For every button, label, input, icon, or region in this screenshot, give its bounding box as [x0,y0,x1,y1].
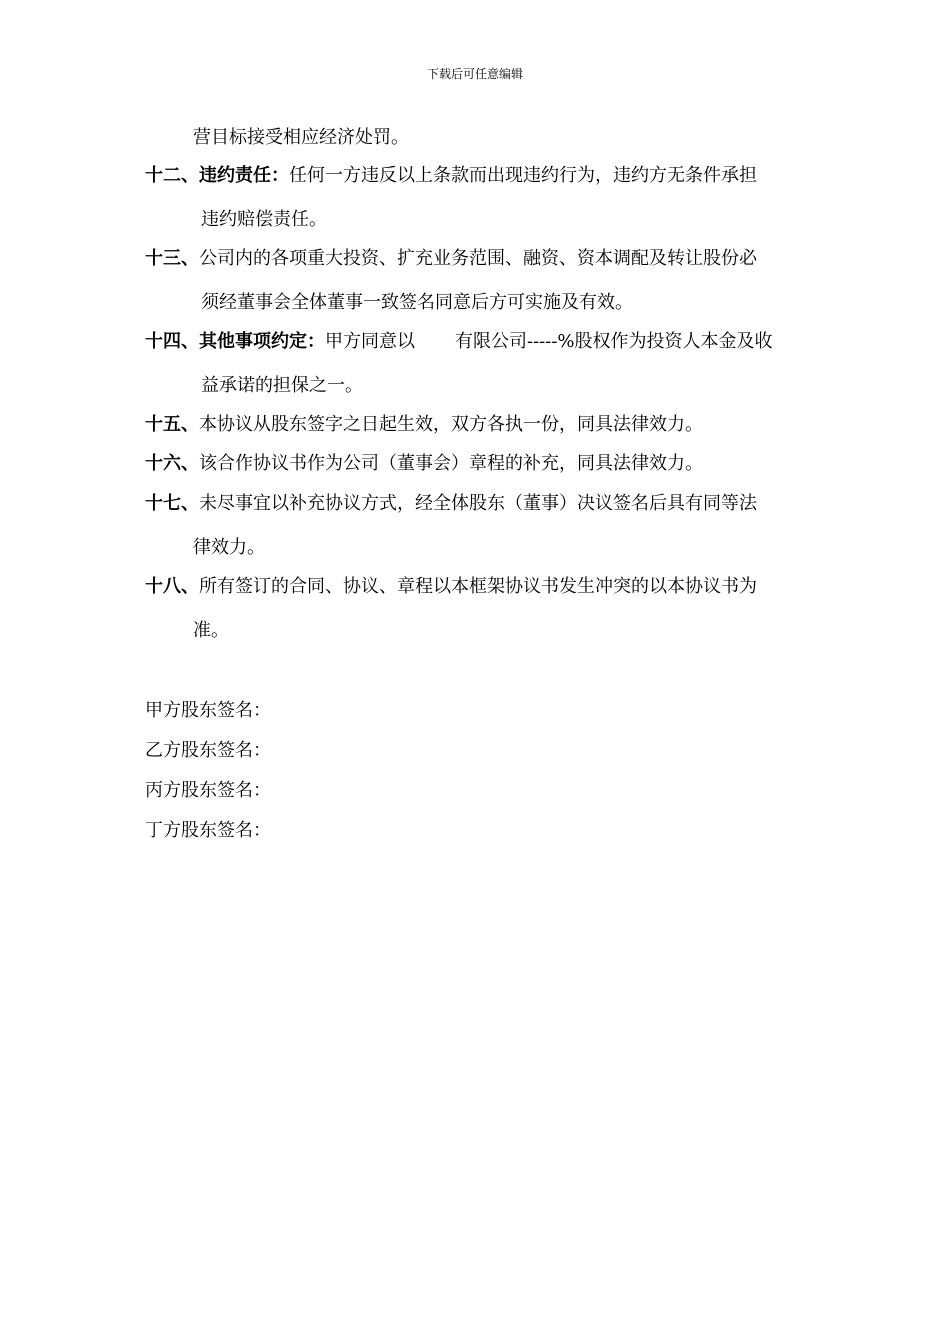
clause-12-number: 十二、 [145,165,199,186]
clause-18-number: 十八、 [145,576,199,597]
clause-14-text-a: 甲方同意以 [325,331,415,352]
clause-16-text: 该合作协议书作为公司（董事会）章程的补充，同具法律效力。 [199,453,703,474]
clause-18-line-1 [145,575,757,599]
clause-14-line-2: 益承诺的担保之一。 [201,375,363,396]
clause-12-line-2: 违约赔偿责任。 [201,209,327,230]
clause-14-text-b: 有限公司-----%股权作为投资人本金及收 [455,331,773,352]
clause-17-line-2: 律效力。 [193,537,265,558]
clause-13-number: 十三、 [145,248,199,269]
clause-12-line-1 [145,164,757,188]
clause-14-number: 十四、 [145,331,199,352]
clause-14-title: 其他事项约定： [199,331,325,352]
signature-party-d: 丁方股东签名： [145,820,271,841]
clause-17-text: 未尽事宜以补充协议方式，经全体股东（董事）决议签名后具有同等法 [199,493,757,514]
clause-13-line-1 [145,247,757,271]
signature-party-b: 乙方股东签名： [145,740,271,761]
clause-12-text: 任何一方违反以上条款而出现违约行为，违约方无条件承担 [289,165,757,186]
signature-party-a: 甲方股东签名： [145,700,271,721]
clause-15-line-1 [145,413,703,437]
clause-14-line-1 [145,330,773,354]
clause-13-line-2: 须经董事会全体董事一致签名同意后方可实施及有效。 [201,292,633,313]
clause-13-text: 公司内的各项重大投资、扩充业务范围、融资、资本调配及转让股份必 [199,248,757,269]
clause-16-line-1 [145,452,703,476]
clause-16-number: 十六、 [145,453,199,474]
clause-18-text: 所有签订的合同、协议、章程以本框架协议书发生冲突的以本协议书为 [199,576,757,597]
clause-15-text: 本协议从股东签字之日起生效，双方各执一份，同具法律效力。 [199,414,703,435]
clause-12-title: 违约责任： [199,165,289,186]
signature-party-c: 丙方股东签名： [145,780,271,801]
clause-17-number: 十七、 [145,493,199,514]
clause-17-line-1 [145,492,757,516]
clause-18-line-2: 准。 [193,620,229,641]
clause-11-continuation: 营目标接受相应经济处罚。 [193,127,409,148]
clause-15-number: 十五、 [145,414,199,435]
page-header: 下载后可任意编辑 [426,67,523,81]
